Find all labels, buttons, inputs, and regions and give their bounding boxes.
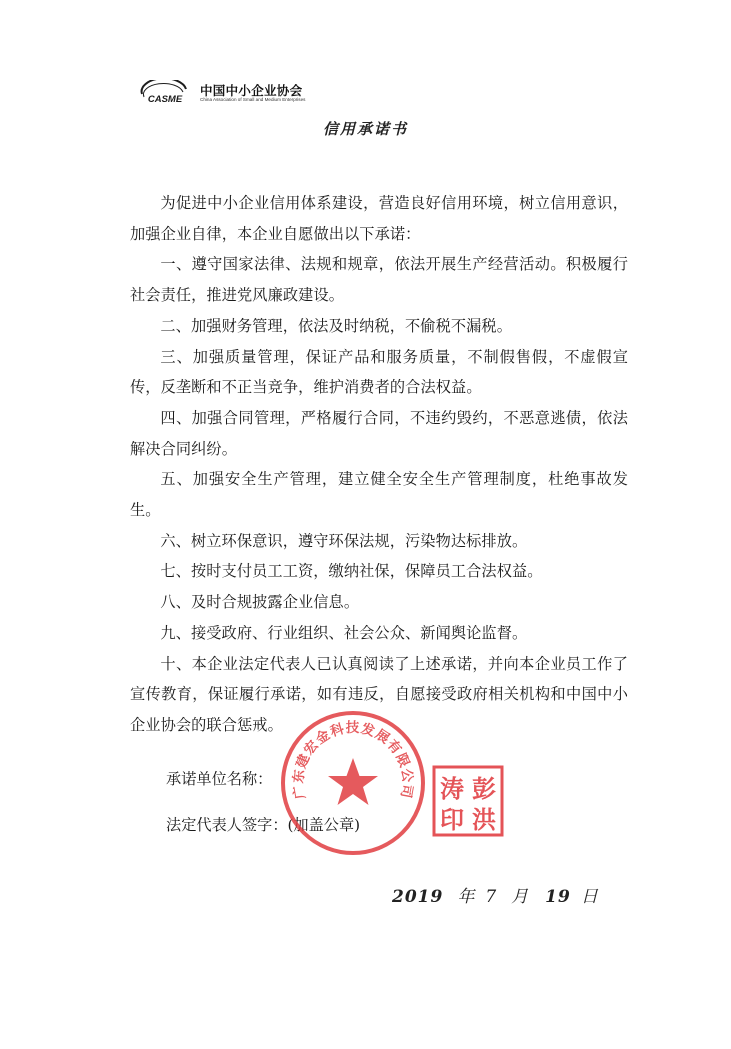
signing-date bbox=[392, 882, 599, 907]
personal-seal-char-3: 洪 bbox=[472, 805, 496, 834]
signature-unit-label: 承诺单位名称： bbox=[166, 770, 273, 788]
document-body bbox=[130, 188, 628, 741]
company-seal-stamp bbox=[278, 708, 428, 858]
paragraph-item-6: 六、树立环保意识，遵守环保法规，污染物达标排放。 bbox=[160, 531, 528, 550]
personal-seal-char-1: 彭 bbox=[472, 774, 496, 803]
personal-seal-char-4: 印 bbox=[440, 805, 464, 834]
personal-seal-stamp bbox=[432, 765, 504, 837]
paragraph-item-10: 十、本企业法定代表人已认真阅读了上述承诺，并向本企业员工作了宣传教育，保证履行承诺，如有违反，自愿接受政府相关机构和中国中小企业协会的联合惩戒。 bbox=[130, 654, 628, 734]
casme-logo-icon bbox=[134, 80, 196, 106]
seal-star-icon bbox=[328, 758, 378, 805]
paragraph-intro: 为促进中小企业信用体系建设，营造良好信用环境，树立信用意识，加强企业自律，本企业自愿做出以下承诺： bbox=[130, 194, 628, 243]
logo-mark-text: CASME bbox=[147, 94, 183, 105]
paragraph-item-3: 三、加强质量管理，保证产品和服务质量，不制假售假，不虚假宣传，反垄断和不正当竞争，维护消费者的合法权益。 bbox=[130, 347, 628, 397]
org-name-en: China Association of Small and Medium Enterprises bbox=[200, 97, 306, 102]
org-logo bbox=[134, 80, 334, 106]
personal-seal-char-2: 涛 bbox=[440, 774, 464, 803]
paragraph-item-9: 九、接受政府、行业组织、社会公众、新闻舆论监督。 bbox=[160, 623, 528, 642]
paragraph-item-2: 二、加强财务管理，依法及时纳税，不偷税不漏税。 bbox=[160, 316, 513, 335]
paragraph-item-5: 五、加强安全生产管理，建立健全安全生产管理制度，杜绝事故发生。 bbox=[130, 470, 628, 520]
date-day-unit: 日 bbox=[580, 887, 599, 907]
paragraph-item-1: 一、遵守国家法律、法规和规章，依法开展生产经营活动。积极履行社会责任，推进党风廉政建设。 bbox=[130, 255, 628, 305]
paragraph-item-4: 四、加强合同管理，严格履行合同，不违约毁约，不恶意逃债，依法解决合同纠纷。 bbox=[130, 408, 628, 458]
date-day: 19 bbox=[545, 887, 571, 907]
date-month-unit: 月 bbox=[511, 887, 530, 907]
date-year-unit: 年 bbox=[457, 887, 476, 907]
seal-text: 广东建宏金科技发展有限公司 bbox=[290, 720, 416, 801]
document-title: 信用承诺书 bbox=[322, 120, 408, 138]
paragraph-item-8: 八、及时合规披露企业信息。 bbox=[160, 593, 360, 612]
date-month: 7 bbox=[485, 887, 498, 907]
org-name: 中国中小企业协会 bbox=[200, 83, 303, 98]
paragraph-item-7: 七、按时支付员工工资，缴纳社保，保障员工合法权益。 bbox=[160, 562, 543, 581]
signature-rep-label: 法定代表人签字：(加盖公章) bbox=[166, 816, 361, 834]
date-year: 2019 bbox=[392, 887, 444, 907]
